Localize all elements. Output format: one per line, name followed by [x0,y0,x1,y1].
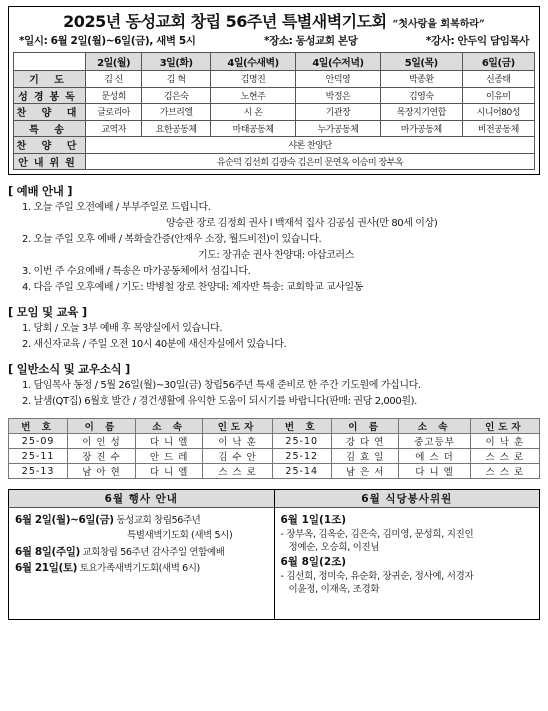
schedule-cell: 박정은 [296,87,381,104]
worship-section [8,183,540,296]
members-header: 번 호 [272,419,331,434]
member-cell: 장 진 수 [68,449,136,464]
meeting-title: [ 모임 및 교육 ] [8,305,87,319]
members-header: 소 속 [135,419,203,434]
schedule-cell: 비전공동체 [462,120,534,137]
schedule-corner [14,53,86,71]
events-body [9,508,274,580]
member-cell: 이 낙 훈 [203,434,272,449]
schedule-cell: 마태공동체 [211,120,296,137]
event-2-date: 6월 8일(주일) [15,546,80,558]
meeting-item-2: 2. 새신자교육 / 주일 오전 10시 40분에 새신자실에서 있습니다. [22,339,287,350]
member-cell: 김 효 일 [331,449,399,464]
meeting-item-1: 1. 당회 / 오늘 3부 예배 후 목양실에서 있습니다. [22,323,223,334]
event-2 [15,544,268,560]
day-header: 2일(월) [86,53,142,71]
member-cell: 25-09 [9,434,68,449]
schedule-cell: 김영숙 [380,87,462,104]
day-header: 5일(목) [380,53,462,71]
day-header: 3일(화) [142,53,211,71]
member-cell: 25-12 [272,449,331,464]
row-label: 기 도 [14,71,86,88]
member-cell: 안 드 레 [135,449,203,464]
schedule-cell: 이유미 [462,87,534,104]
member-cell: 스 스 로 [470,464,539,479]
news-item-1: 1. 담임목사 동정 / 5월 26일(월)~30일(금) 창립56주년 특새 준비로 한 주간 기도원에 가십니다. [22,380,421,391]
schedule-cell: 신종태 [462,71,534,88]
schedule-cell: 요한공동체 [142,120,211,137]
worship-item-1: 1. 오늘 주일 오전예배 / 부부주일로 드립니다. [22,202,211,213]
member-cell: 25-14 [272,464,331,479]
row-label: 찬 양 대 [14,104,86,121]
schedule-cell: 안덕영 [296,71,381,88]
schedule-cell: 박종환 [380,71,462,88]
praise-team-value: 샤론 찬양단 [86,137,535,154]
members-header: 인도자 [203,419,272,434]
member-cell: 25-11 [9,449,68,464]
worship-title: [ 예배 안내 ] [8,184,73,198]
day-header: 4일(수새벽) [211,53,296,71]
member-cell: 25-10 [272,434,331,449]
member-cell: 남 은 서 [331,464,399,479]
schedule-cell: 누가공동체 [296,120,381,137]
schedule-header-row [14,53,535,71]
service-group-2-line-1: - 김선희, 정미숙, 유순화, 장귀순, 정사예, 서경자 [280,571,474,582]
ushers-value: 유순덕 김선희 김광숙 김은미 문연옥 이승미 장부옥 [86,153,535,170]
news-item-2: 2. 날샘(QT집) 6월호 발간 / 경건생활에 유익한 도움이 되시기를 바랍니다(판매: 권당 2,000원). [22,396,417,407]
schedule-table [13,52,535,170]
meeting-section [8,304,540,353]
member-cell: 이 낙 훈 [470,434,539,449]
events-box [9,490,274,619]
schedule-row-reading [14,87,535,104]
schedule-cell: 문성희 [86,87,142,104]
table-row [9,434,540,449]
member-cell: 김 수 안 [203,449,272,464]
schedule-cell: 시니어80성 [462,104,534,121]
members-header: 이 름 [68,419,136,434]
schedule-cell: 목장지기연합 [380,104,462,121]
kitchen-service-box [274,490,540,619]
prayer-meeting-box [8,6,540,175]
row-label: 성경봉독 [14,87,86,104]
worship-item-2: 2. 오늘 주일 오후 예배 / 복화술간증(안재우 소장, 월드비전)이 있습니다. [22,234,322,245]
place-info: *장소: 동성교회 본당 [264,35,358,47]
table-row [9,464,540,479]
table-row [9,449,540,464]
service-title: 6월 식당봉사위원 [275,490,540,508]
schedule-row-choir [14,104,535,121]
members-header: 번 호 [9,419,68,434]
row-label: 찬 양 단 [14,137,86,154]
member-cell: 중고등부 [399,434,470,449]
day-header: 4일(수저녁) [296,53,381,71]
event-3-text: 토요가족새벽기도회(새벽 6시) [79,563,200,574]
event-1-detail: 특별새벽기도회 (새벽 5시) [127,530,233,541]
member-cell: 다 니 엘 [135,434,203,449]
page-subtitle: “첫사랑을 회복하라” [392,19,485,30]
schedule-cell: 가브리엘 [142,104,211,121]
member-cell: 스 스 로 [470,449,539,464]
speaker-info: *강사: 안두익 담임목사 [425,35,529,47]
service-body [275,508,540,600]
service-group-1-title: 6월 1일(1조) [280,514,347,526]
member-cell: 다 니 엘 [399,464,470,479]
members-header: 이 름 [331,419,399,434]
events-title: 6월 행사 안내 [9,490,274,508]
schedule-cell: 노현주 [211,87,296,104]
schedule-cell: 마가공동체 [380,120,462,137]
service-group-1-line-2: 정예순, 오승희, 이진님 [288,542,380,553]
event-3 [15,560,268,576]
date-info: *일시: 6월 2일(월)~6일(금), 새벽 5시 [19,35,196,47]
worship-item-1-detail: 양승관 장로 김정희 권사 l 백재석 집사 김공심 권사(만 80세 이상) [166,218,438,229]
event-1 [15,512,268,528]
worship-item-3: 3. 이번 주 수요예배 / 특송은 마가공동체에서 섬깁니다. [22,266,251,277]
members-header: 소 속 [399,419,470,434]
schedule-cell: 김명진 [211,71,296,88]
event-1-text: 동성교회 창립56주년 [116,515,201,526]
member-cell: 이 인 성 [68,434,136,449]
schedule-row-prayer [14,71,535,88]
schedule-cell: 교역자 [86,120,142,137]
schedule-cell: 김 신 [86,71,142,88]
member-cell: 남 아 현 [68,464,136,479]
row-label: 안내위원 [14,153,86,170]
new-members-table [8,418,540,479]
service-group-2-title: 6월 8일(2조) [280,556,347,568]
news-title: [ 일반소식 및 교우소식 ] [8,362,131,376]
event-3-date: 6월 21일(토) [15,562,77,574]
title-row [13,9,535,31]
event-1-date: 6월 2일(월)~6일(금) [15,514,114,526]
event-2-text: 교회창립 56주년 감사주일 연합예배 [82,547,225,558]
members-header: 인도자 [470,419,539,434]
schedule-cell: 글로리아 [86,104,142,121]
member-cell: 25-13 [9,464,68,479]
row-label: 특 송 [14,120,86,137]
page-title: 2025년 동성교회 창립 56주년 특별새벽기도회 [63,12,387,31]
info-row [13,31,535,52]
bottom-boxes [8,489,540,620]
worship-item-2-detail: 기도: 장귀순 권사 찬양대: 아삽코러스 [198,250,354,261]
members-header-row [9,419,540,434]
worship-item-4: 4. 다음 주일 오후예배 / 기도: 박병철 장로 찬양대: 제자반 특송: 교회학교 교사일동 [22,282,364,293]
schedule-cell: 시 온 [211,104,296,121]
schedule-row-special-song [14,120,535,137]
service-group-2-line-2: 이윤정, 이재옥, 조경화 [288,584,380,595]
member-cell: 강 다 연 [331,434,399,449]
schedule-row-praise-team [14,137,535,154]
news-section [8,361,540,410]
schedule-cell: 김은숙 [142,87,211,104]
member-cell: 스 스 로 [203,464,272,479]
schedule-cell: 기관장 [296,104,381,121]
schedule-cell: 김 혁 [142,71,211,88]
service-group-1-line-1: - 장부옥, 김옥순, 김은숙, 김미영, 문성희, 지진인 [280,529,474,540]
schedule-row-ushers [14,153,535,170]
member-cell: 에 스 더 [399,449,470,464]
member-cell: 다 니 엘 [135,464,203,479]
day-header: 6일(금) [462,53,534,71]
